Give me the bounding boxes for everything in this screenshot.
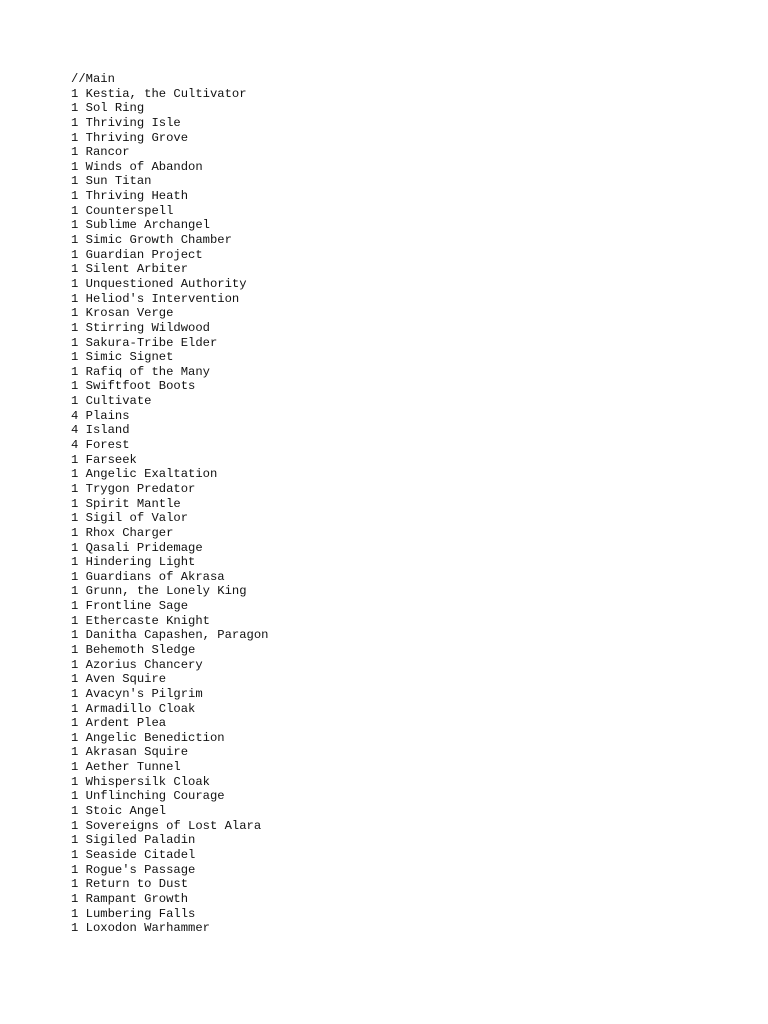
deck-line: 1 Rogue's Passage (71, 862, 196, 877)
deck-line: 1 Ardent Plea (71, 716, 167, 731)
deck-line: 1 Guardian Project (71, 247, 203, 262)
deck-line: 1 Guardians of Akrasa (71, 569, 225, 584)
deck-line: 1 Loxodon Warhammer (71, 921, 210, 936)
deck-line: 1 Rhox Charger (71, 525, 174, 540)
deck-line: 1 Rancor (71, 145, 130, 160)
deck-line: 1 Counterspell (71, 203, 174, 218)
deck-line: 1 Aether Tunnel (71, 760, 181, 775)
deck-line: 1 Sovereigns of Lost Alara (71, 818, 262, 833)
deck-line: 1 Stoic Angel (71, 804, 167, 819)
deck-line: 1 Unflinching Courage (71, 789, 225, 804)
deck-line: 1 Ethercaste Knight (71, 613, 210, 628)
deck-line: 1 Trygon Predator (71, 481, 196, 496)
deck-line: 1 Rampant Growth (71, 891, 189, 906)
deck-line: 1 Cultivate (71, 394, 152, 409)
deck-line: 1 Unquestioned Authority (71, 276, 247, 291)
deck-line: 1 Swiftfoot Boots (71, 379, 196, 394)
deck-line: 1 Avacyn's Pilgrim (71, 686, 203, 701)
deck-line: 1 Krosan Verge (71, 306, 174, 321)
deck-line: 1 Angelic Benediction (71, 730, 225, 745)
section-header: //Main (71, 72, 115, 86)
deck-line: 1 Thriving Grove (71, 130, 189, 145)
deck-line: 1 Hindering Light (71, 555, 196, 570)
deck-line: 1 Spirit Mantle (71, 496, 181, 511)
deck-line: 1 Whispersilk Cloak (71, 774, 210, 789)
deck-line: 1 Simic Signet (71, 350, 174, 365)
deck-line: 1 Behemoth Sledge (71, 642, 196, 657)
deck-list-page (71, 72, 731, 936)
deck-line: 1 Simic Growth Chamber (71, 233, 232, 248)
deck-line: 1 Stirring Wildwood (71, 320, 210, 335)
deck-line: 1 Sigil of Valor (71, 511, 189, 526)
deck-line: 1 Qasali Pridemage (71, 540, 203, 555)
deck-line: 1 Winds of Abandon (71, 159, 203, 174)
deck-line: 1 Lumbering Falls (71, 906, 196, 921)
deck-line: 1 Akrasan Squire (71, 745, 189, 760)
deck-line: 1 Heliod's Intervention (71, 291, 240, 306)
deck-line: 1 Return to Dust (71, 877, 189, 892)
deck-line: 1 Azorius Chancery (71, 657, 203, 672)
deck-line: 1 Farseek (71, 452, 137, 467)
deck-list (71, 87, 731, 936)
deck-line: 1 Rafiq of the Many (71, 364, 210, 379)
deck-line: 4 Forest (71, 438, 130, 453)
deck-line: 1 Thriving Heath (71, 189, 189, 204)
deck-line: 1 Sakura-Tribe Elder (71, 335, 218, 350)
deck-line: 1 Armadillo Cloak (71, 701, 196, 716)
deck-line: 1 Seaside Citadel (71, 847, 196, 862)
deck-line: 1 Sol Ring (71, 101, 145, 116)
deck-line: 1 Sublime Archangel (71, 218, 210, 233)
deck-line: 4 Plains (71, 408, 130, 423)
deck-line: 1 Silent Arbiter (71, 262, 189, 277)
deck-line: 1 Danitha Capashen, Paragon (71, 628, 269, 643)
deck-line: 4 Island (71, 423, 130, 438)
deck-line: 1 Sigiled Paladin (71, 833, 196, 848)
deck-line: 1 Aven Squire (71, 672, 167, 687)
deck-line: 1 Thriving Isle (71, 115, 181, 130)
deck-line: 1 Angelic Exaltation (71, 467, 218, 482)
deck-line: 1 Kestia, the Cultivator (71, 86, 247, 101)
deck-line: 1 Grunn, the Lonely King (71, 584, 247, 599)
deck-line: 1 Frontline Sage (71, 599, 189, 614)
deck-line: 1 Sun Titan (71, 174, 152, 189)
